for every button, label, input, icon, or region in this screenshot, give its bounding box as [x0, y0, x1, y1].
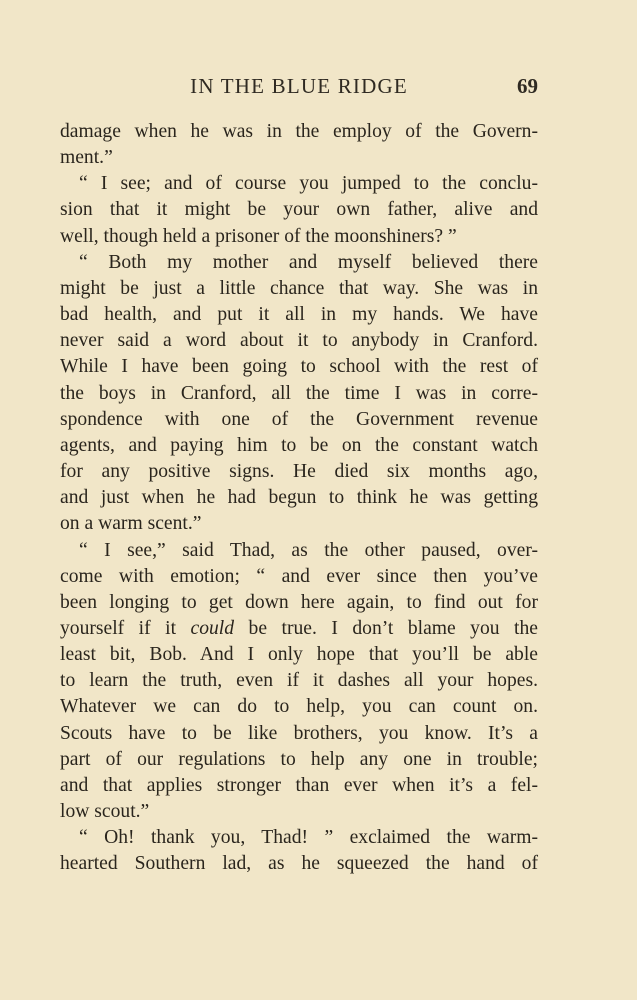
body-text	[60, 119, 538, 878]
text-line: agents, and paying him to be on the constant watch	[60, 434, 538, 456]
text-line: on a warm scent.”	[60, 513, 202, 535]
text-line: hearted Southern lad, as he squeezed the hand of	[60, 853, 538, 875]
text-line: come with emotion; “ and ever since then you’ve	[60, 565, 538, 587]
text-line: never said a word about it to anybody in Cranford.	[60, 330, 538, 352]
text-line: might be just a little chance that way. She was in	[60, 277, 538, 299]
italic-emphasis: could	[190, 617, 235, 639]
paragraph-first-line: “ Oh! thank you, Thad! ” exclaimed the warm-	[79, 827, 538, 849]
text-line: Whatever we can do to help, you can count on.	[60, 696, 538, 718]
text-line: damage when he was in the employ of the Govern-	[60, 121, 538, 142]
text-line: part of our regulations to help any one in trouble;	[60, 748, 538, 770]
text-line: and that applies stronger than ever when it’s a fel-	[60, 774, 538, 796]
text-segment: be true. I don’t blame you the	[234, 617, 538, 639]
text-line-with-italic	[60, 616, 538, 642]
running-title: IN THE BLUE RIDGE	[190, 74, 408, 98]
text-line: bad health, and put it all in my hands. We have	[60, 304, 538, 326]
page-number: 69	[517, 74, 538, 98]
text-line: well, though held a prisoner of the moonshiners? ”	[60, 225, 457, 247]
text-line: least bit, Bob. And I only hope that you’ll be able	[60, 644, 538, 666]
text-line: for any positive signs. He died six months ago,	[60, 461, 538, 483]
text-line: spondence with one of the Government revenue	[60, 408, 538, 430]
paragraph-first-line: “ I see; and of course you jumped to the conclu-	[79, 173, 538, 195]
text-line: Scouts have to be like brothers, you know. It’s a	[60, 722, 538, 744]
text-line: and just when he had begun to think he was getting	[60, 487, 538, 509]
text-segment: yourself if it	[60, 617, 191, 639]
text-line: low scout.”	[60, 801, 150, 823]
text-line: to learn the truth, even if it dashes all your hopes.	[60, 670, 538, 692]
running-head	[60, 74, 538, 104]
text-line: sion that it might be your own father, alive and	[60, 199, 538, 221]
paragraph-first-line: “ I see,” said Thad, as the other paused, over-	[79, 539, 538, 561]
text-line: the boys in Cranford, all the time I was in corre-	[60, 382, 538, 404]
text-line: ment.”	[60, 147, 113, 169]
paragraph-first-line: “ Both my mother and myself believed there	[79, 251, 538, 273]
text-line: been longing to get down here again, to find out for	[60, 591, 538, 613]
text-line: While I have been going to school with the rest of	[60, 356, 538, 378]
